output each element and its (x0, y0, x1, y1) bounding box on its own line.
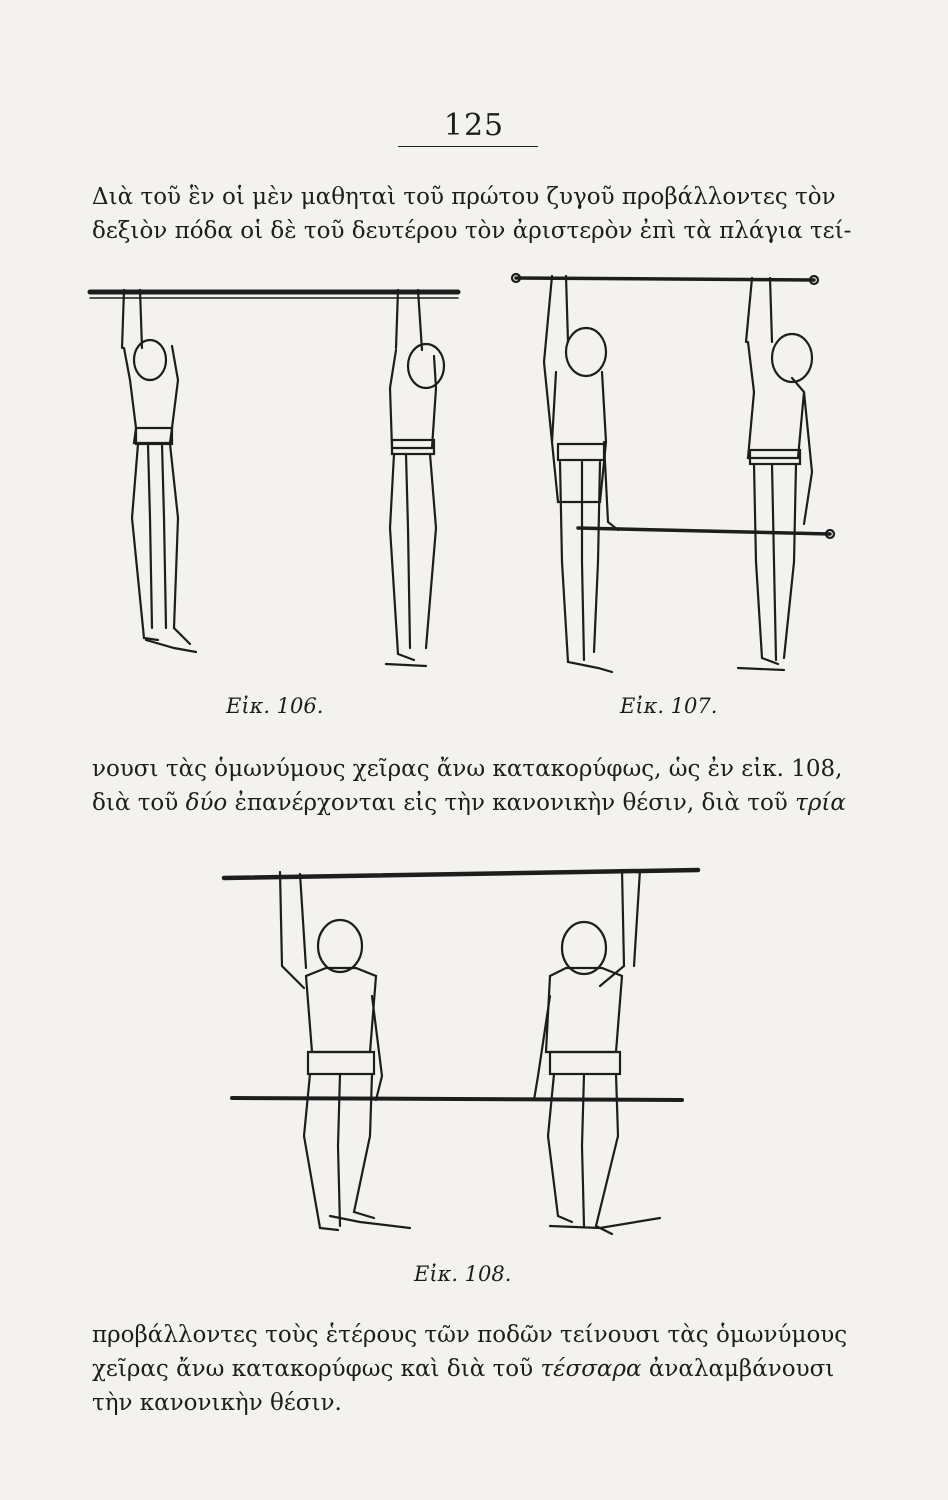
paragraph-3-line-2-emphasis: τέσσαρα (540, 1356, 642, 1382)
paragraph-2 (92, 752, 862, 820)
paragraph-3-line-2-text-a: χεῖρας ἄνω κατακορύφως καὶ διὰ τοῦ (92, 1356, 541, 1382)
paragraph-3-line-3: τὴν κανονικὴν θέσιν. (92, 1390, 342, 1416)
caption-108: Εἰκ. 108. (414, 1262, 512, 1286)
header-rule (398, 146, 538, 147)
paragraph-3 (92, 1318, 862, 1420)
caption-107: Εἰκ. 107. (620, 694, 718, 718)
paragraph-2-line-2-text-b: ἐπανέρχονται εἰς τὴν κανονικὴν θέσιν, διὰ τοῦ (227, 790, 796, 816)
figure-108-illustration (220, 856, 710, 1254)
paragraph-1-line-2: δεξιὸν πόδα οἱ δὲ τοῦ δευτέρου τὸν ἀριστερὸν ἐπὶ τὰ πλάγια τεί- (92, 218, 852, 244)
paragraph-3-line-1: προβάλλοντες τοὺς ἑτέρους τῶν ποδῶν τείνουσι τὰς ὁμωνύμους (92, 1322, 848, 1348)
paragraph-3-line-2-text-b: ἀναλαμβάνουσι (641, 1356, 835, 1382)
figure-106 (86, 268, 466, 678)
paragraph-1 (92, 180, 862, 248)
paragraph-2-line-1: νουσι τὰς ὁμωνύμους χεῖρας ἄνω κατακορύφως, ὡς ἐν εἰκ. 108, (92, 756, 843, 782)
figure-108 (220, 856, 710, 1254)
figure-107 (508, 262, 838, 684)
figure-107-illustration (508, 262, 838, 684)
page-number: 125 (443, 108, 505, 143)
paragraph-2-line-2-emphasis-1: δύο (185, 790, 228, 816)
paragraph-2-line-2-text-a: διὰ τοῦ (92, 790, 186, 816)
paragraph-3-line-2 (92, 1352, 862, 1386)
paragraph-2-line-2 (92, 786, 862, 820)
paragraph-2-line-2-emphasis-2: τρία (795, 790, 846, 816)
caption-106: Εἰκ. 106. (226, 694, 324, 718)
paragraph-1-line-1: Διὰ τοῦ ἓν οἱ μὲν μαθηταὶ τοῦ πρώτου ζυγοῦ προβάλλοντες τὸν (92, 184, 836, 210)
figure-106-illustration (86, 268, 466, 678)
